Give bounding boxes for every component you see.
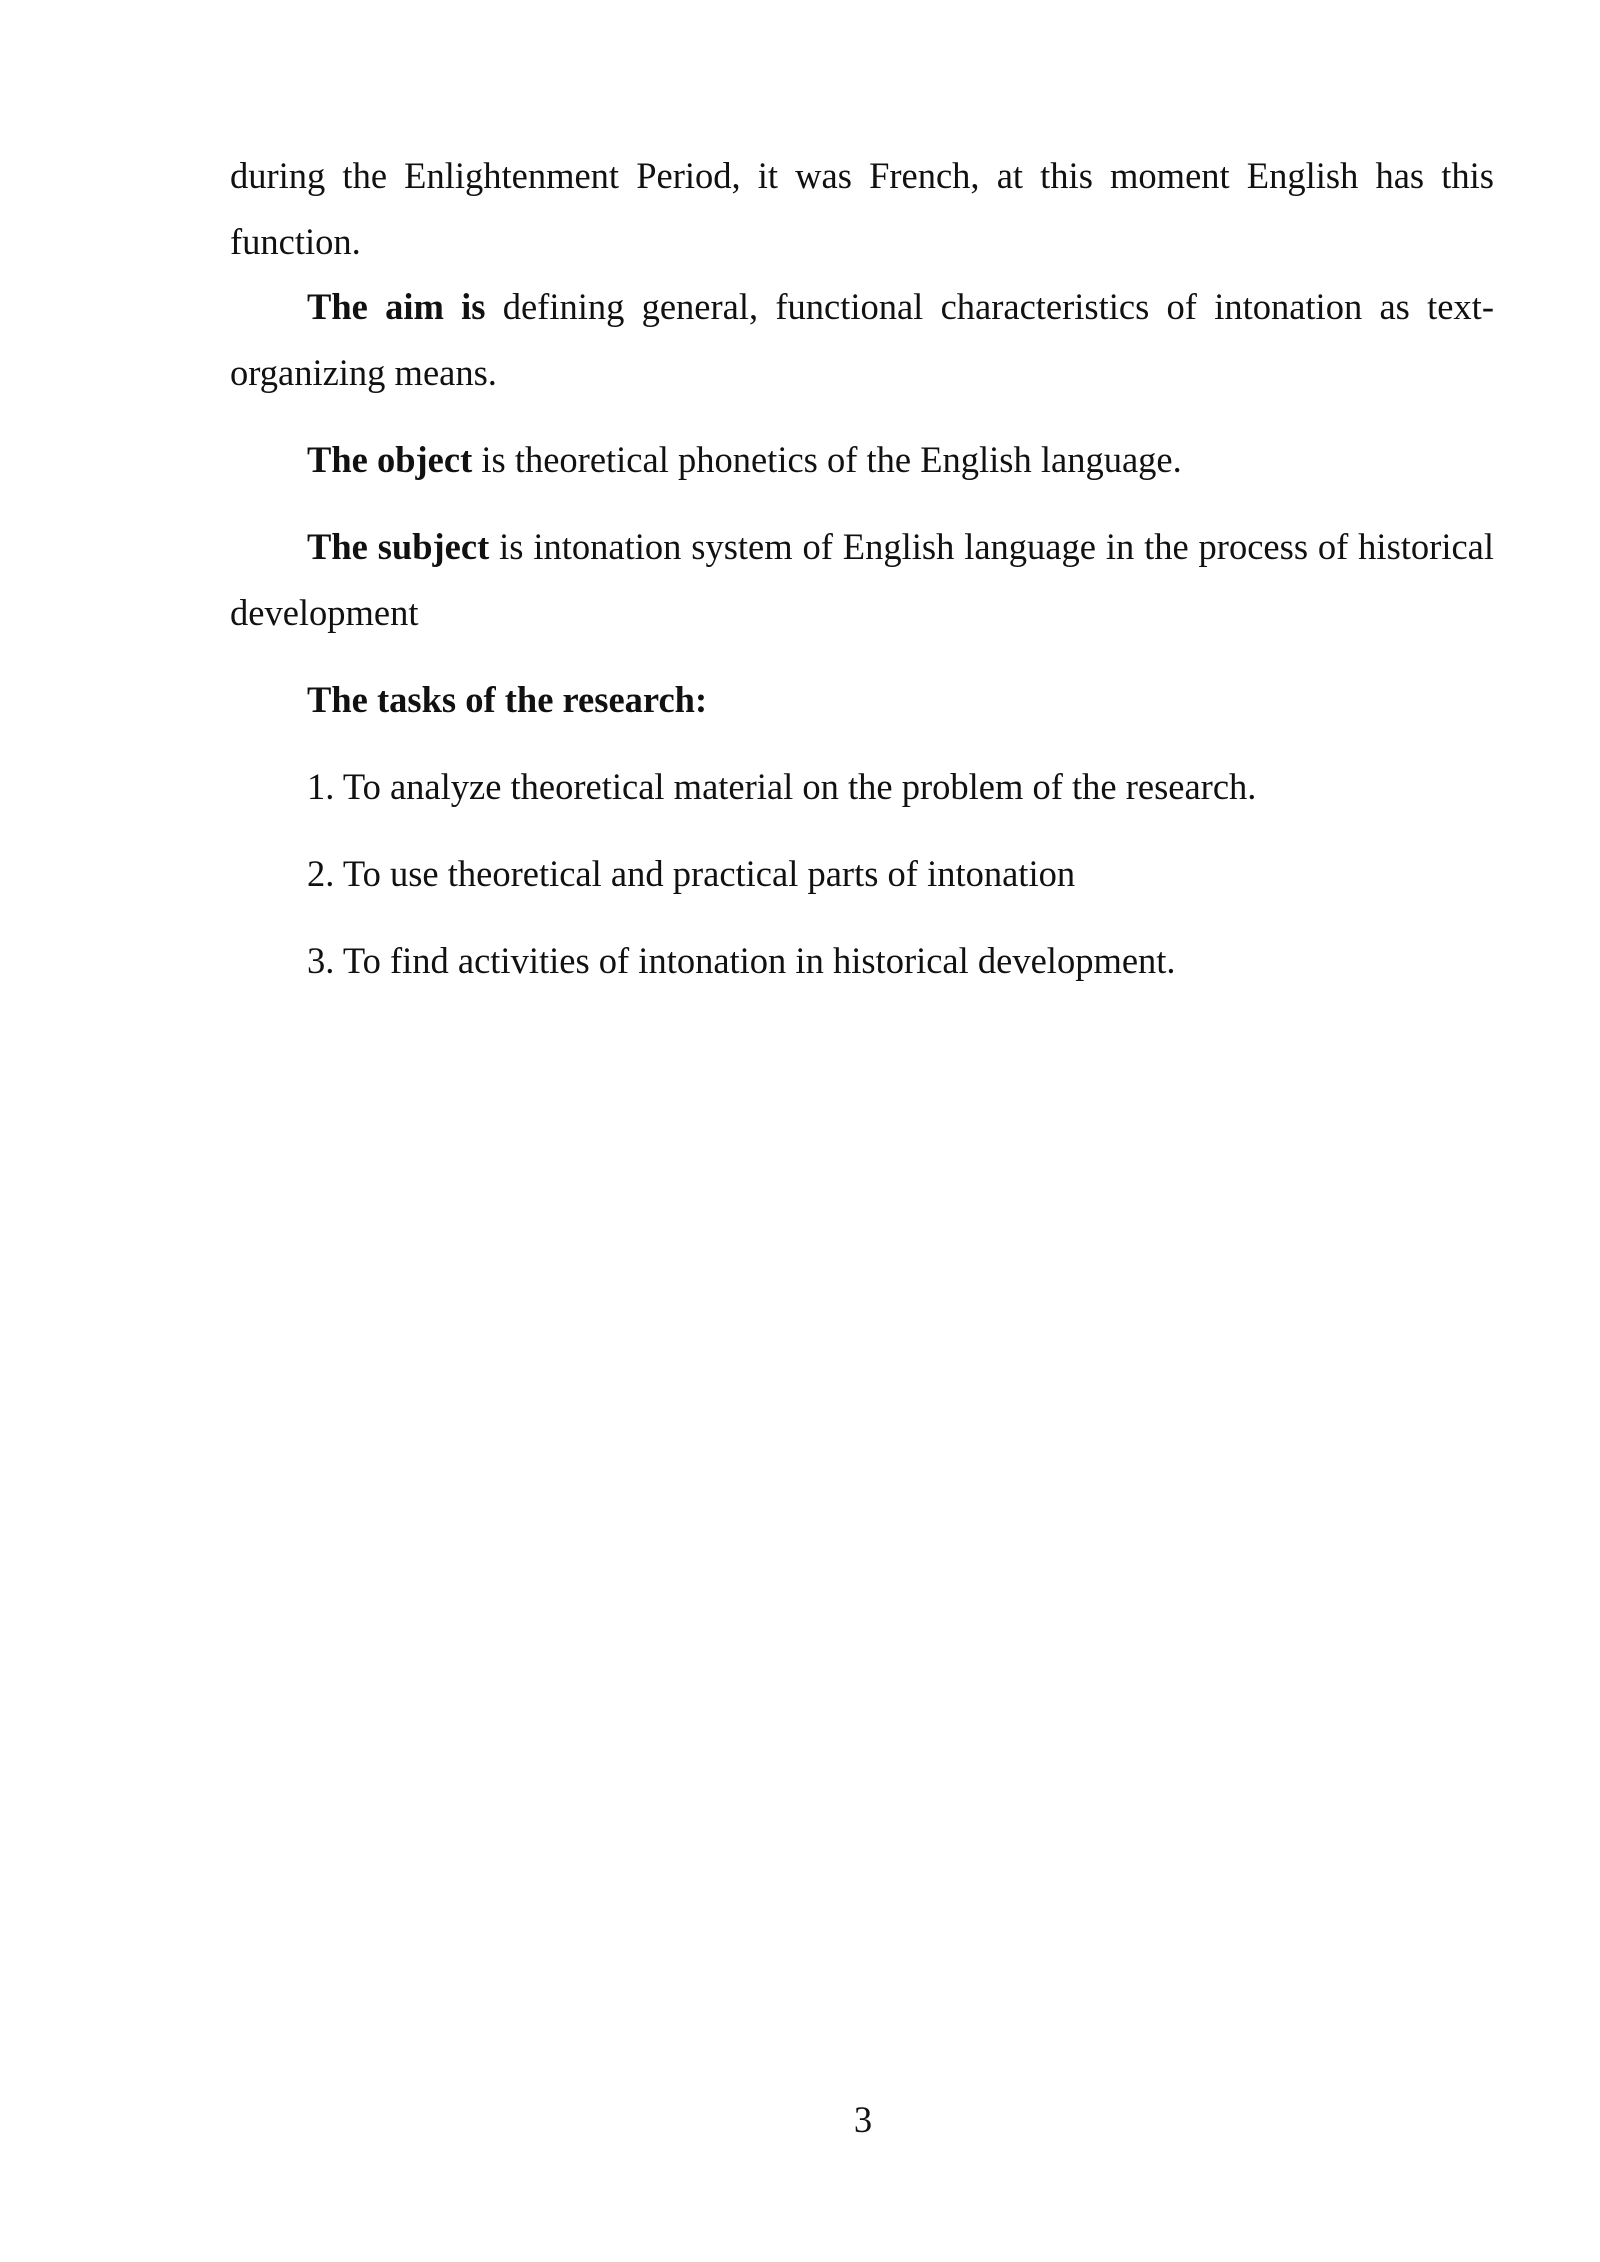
subject-label: The subject (307, 526, 490, 567)
aim-text: defining general, functional characteristics of intonation as text-organizing means. (230, 286, 1494, 393)
tasks-heading: The tasks of the research: (307, 679, 708, 720)
object-paragraph (230, 427, 1494, 493)
aim-label: The aim is (307, 286, 486, 327)
page-number: 3 (853, 2099, 873, 2140)
aim-paragraph (230, 274, 1494, 406)
subject-text: is intonation system of English language in the process of historical development (230, 526, 1495, 633)
object-text: is theoretical phonetics of the English language. (472, 439, 1182, 480)
task-item-3: 3. To find activities of intonation in historical development. (307, 940, 1176, 981)
task-item-1: 1. To analyze theoretical material on the problem of the research. (307, 766, 1257, 807)
task-item-2: 2. To use theoretical and practical parts of intonation (307, 853, 1076, 894)
paragraph-continuation-line1: during the Enlightenment Period, it was French, at this moment English has this (230, 155, 1494, 196)
paragraph-continuation-line2: function. (230, 221, 361, 262)
subject-paragraph (230, 514, 1494, 646)
object-label: The object (307, 439, 473, 480)
